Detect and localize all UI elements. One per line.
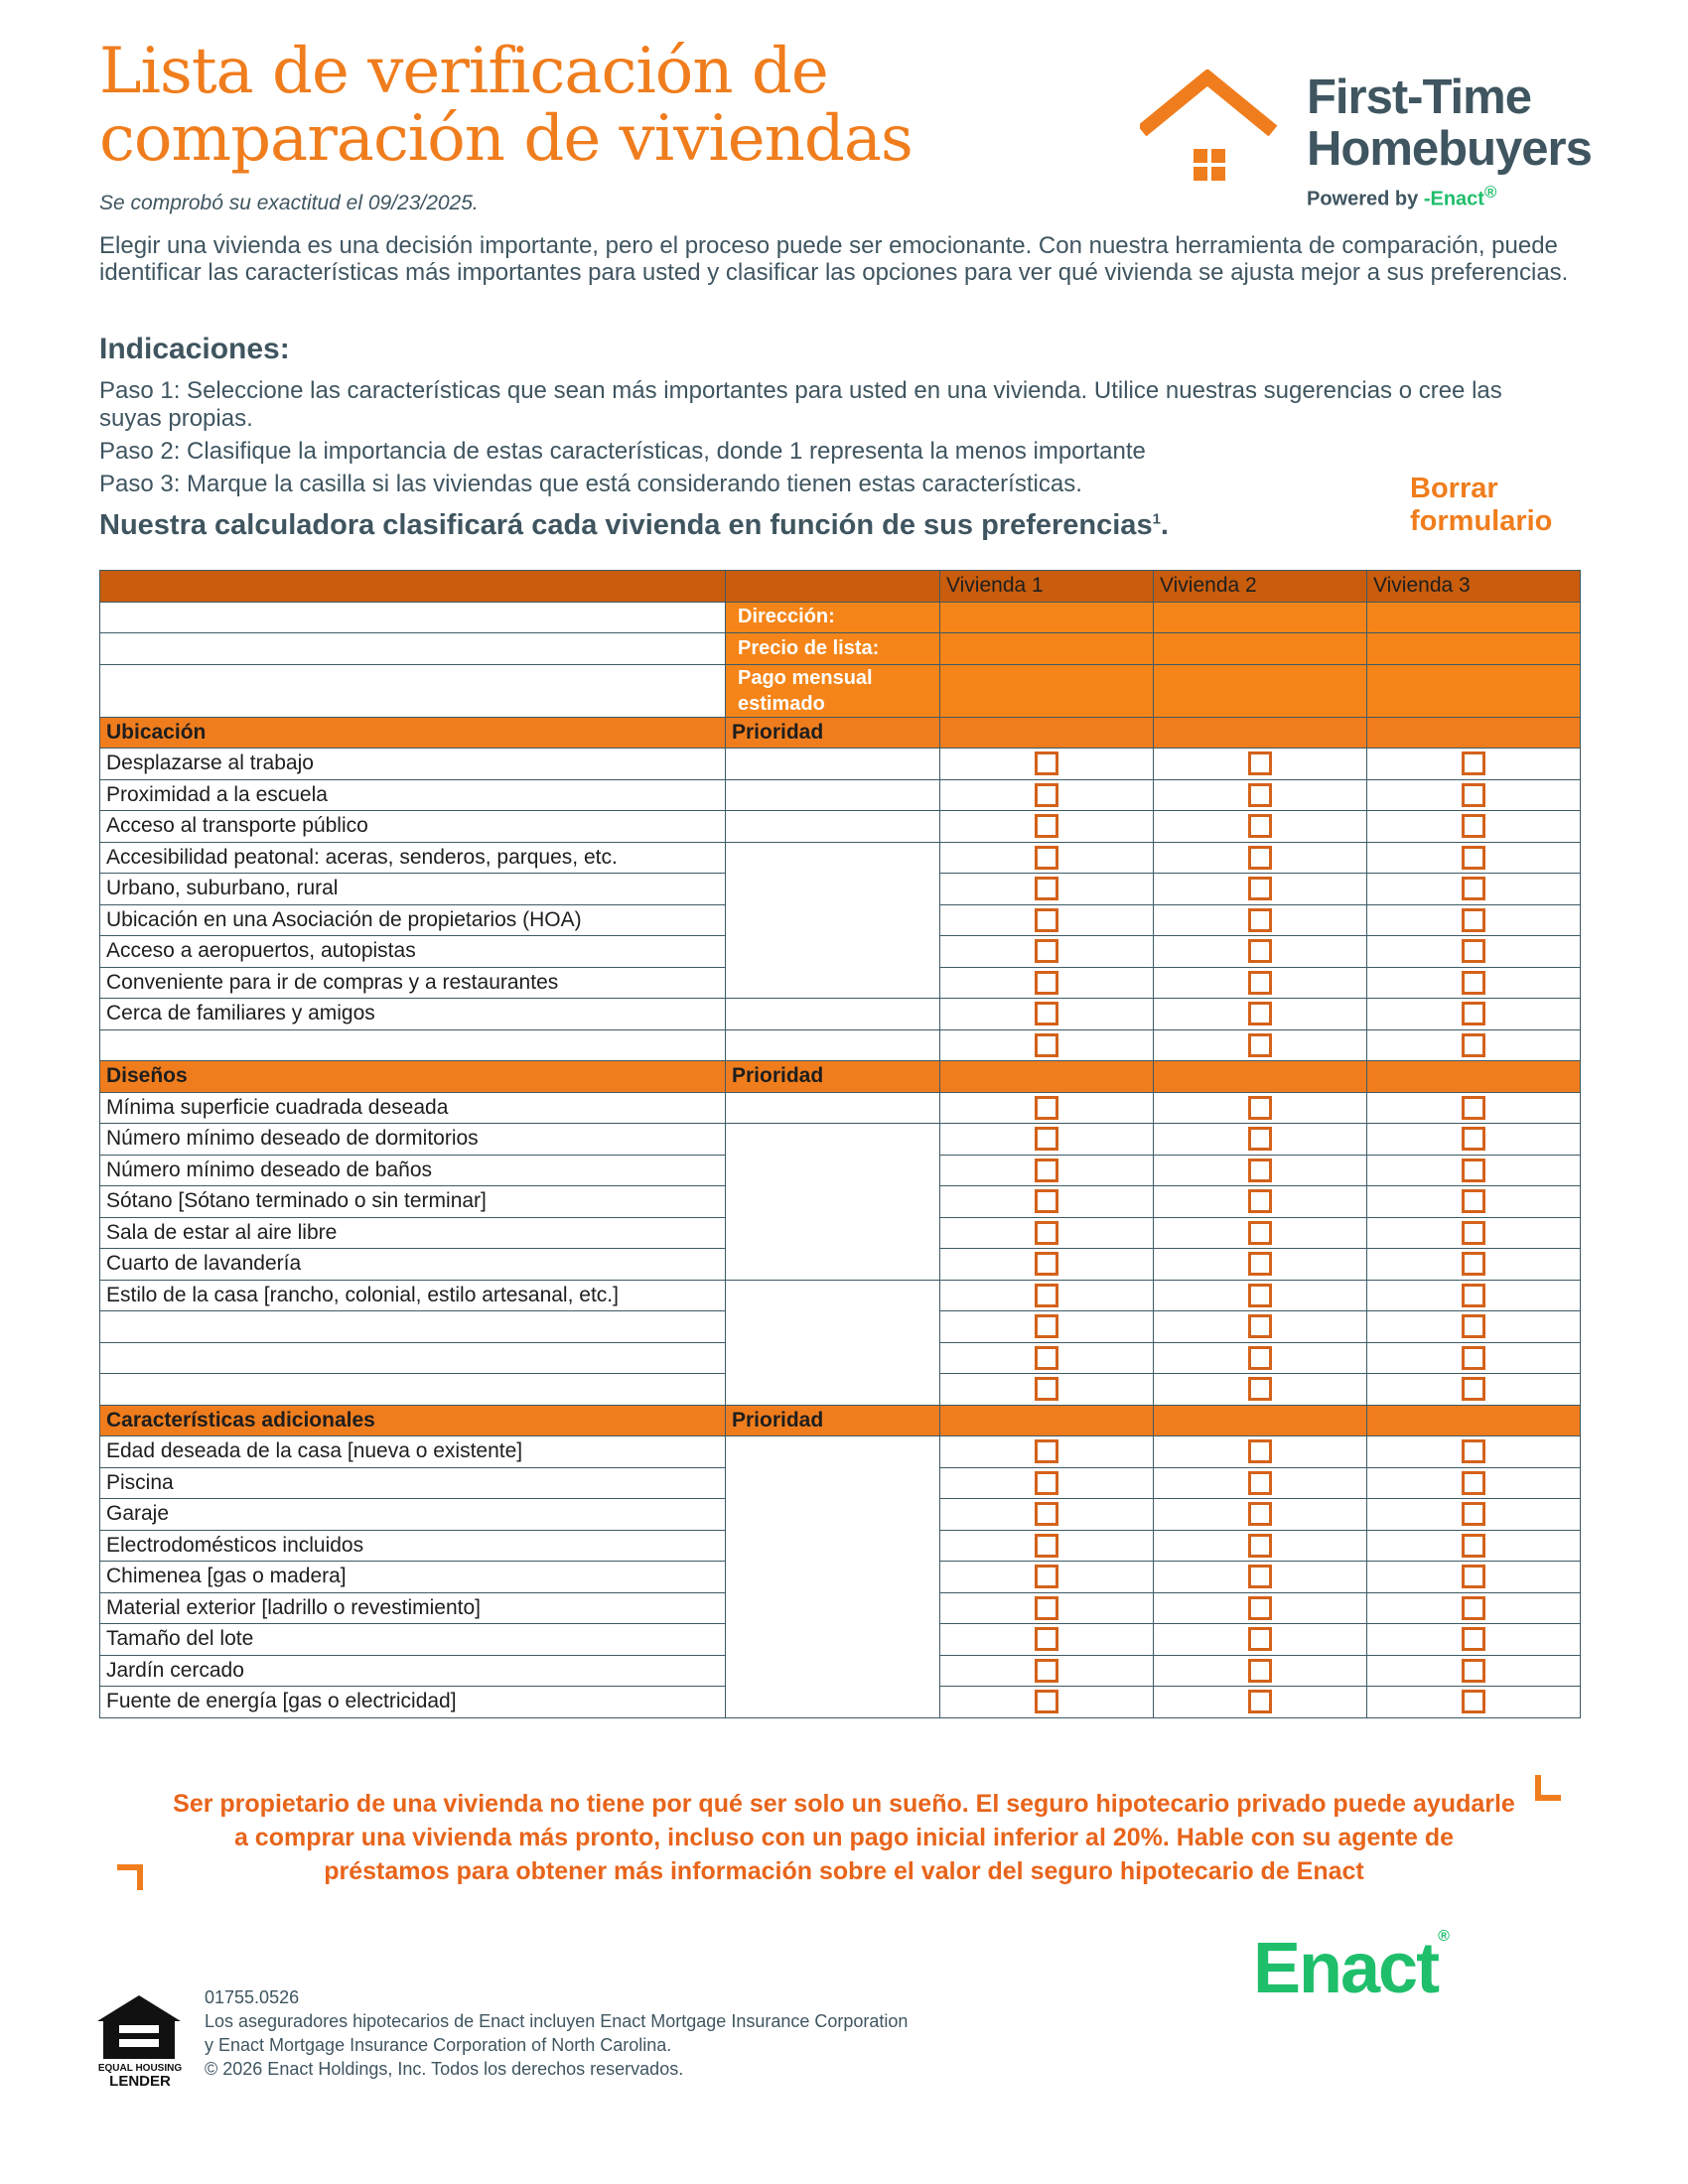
home-3-check-cell	[1367, 1124, 1581, 1156]
home-3-checkbox[interactable]	[1462, 877, 1485, 900]
home-1-checkbox[interactable]	[1035, 1314, 1058, 1338]
home-2-check-cell	[1154, 1562, 1367, 1593]
section-header-cell	[1367, 1061, 1581, 1093]
feature-row	[100, 1124, 1581, 1156]
home-3-checkbox[interactable]	[1462, 1221, 1485, 1245]
home-1-check-cell	[940, 967, 1154, 999]
home-3-checkbox[interactable]	[1462, 1627, 1485, 1651]
home-2-check-cell	[1154, 1530, 1367, 1562]
home-3-check-cell	[1367, 1655, 1581, 1687]
home-2-check-cell	[1154, 749, 1367, 780]
calculator-note: Nuestra calculadora clasificará cada vivienda en función de sus preferencias$^1$.	[99, 509, 1169, 541]
feature-row	[100, 779, 1581, 811]
home-2-check-cell	[1154, 1217, 1367, 1249]
section-header-row	[100, 1061, 1581, 1093]
home-1-check-cell	[940, 749, 1154, 780]
feature-label: Urbano, suburbano, rural	[100, 874, 726, 905]
home-2-check-cell	[1154, 1092, 1367, 1124]
home-2-check-cell	[1154, 1029, 1367, 1061]
home-1-check-cell	[940, 1029, 1154, 1061]
footer-legal: 01755.0526 Los aseguradores hipotecarios de Enact incluyen Enact Mortgage Insurance Corporation y Enact Mortgage Insurance Corporation of North Carolina. © 2026 Enact Holdings, Inc. Todos los derechos reservados.	[205, 1987, 909, 2079]
home-2-checkbox[interactable]	[1248, 751, 1272, 775]
home-2-checkbox[interactable]	[1248, 877, 1272, 900]
home-3-checkbox[interactable]	[1462, 971, 1485, 995]
header-blank	[100, 571, 726, 603]
feature-label: Proximidad a la escuela	[100, 779, 726, 811]
home-1-checkbox[interactable]	[1035, 1502, 1058, 1526]
home-2-checkbox[interactable]	[1248, 908, 1272, 932]
home-2-check-cell	[1154, 1687, 1367, 1718]
logo-brand: -Enact	[1423, 188, 1484, 210]
home-2-checkbox[interactable]	[1248, 1346, 1272, 1370]
home-1-check-cell	[940, 1467, 1154, 1499]
home-3-check-cell	[1367, 1592, 1581, 1624]
feature-label: Garaje	[100, 1499, 726, 1531]
home-3-check-cell	[1367, 1499, 1581, 1531]
home-1-checkbox[interactable]	[1035, 751, 1058, 775]
home-3-checkbox[interactable]	[1462, 1033, 1485, 1057]
section-header-cell	[1154, 1061, 1367, 1093]
home-3-check-cell	[1367, 1374, 1581, 1406]
home-3-check-cell	[1367, 1687, 1581, 1718]
home-2-check-cell	[1154, 1655, 1367, 1687]
feature-label: Piscina	[100, 1467, 726, 1499]
doc-code: 01755.0526	[205, 1987, 300, 2007]
home-2-check-cell	[1154, 967, 1367, 999]
corner-accent-top	[1535, 1775, 1561, 1801]
section-title: Características adicionales	[100, 1405, 726, 1436]
feature-label: Número mínimo deseado de dormitorios	[100, 1124, 726, 1156]
home-3-checkbox[interactable]	[1462, 814, 1485, 838]
table-header-row	[100, 571, 1581, 603]
home-2-check-cell	[1154, 1592, 1367, 1624]
title-line-2: comparación de viviendas	[99, 102, 913, 176]
home-3-checkbox[interactable]	[1462, 1377, 1485, 1401]
home-1-checkbox[interactable]	[1035, 1252, 1058, 1276]
home-2-info-input[interactable]	[1154, 664, 1367, 717]
home-1-checkbox[interactable]	[1035, 1033, 1058, 1057]
home-2-checkbox[interactable]	[1248, 1252, 1272, 1276]
home-1-checkbox[interactable]	[1035, 1159, 1058, 1182]
section-header-cell	[1154, 1405, 1367, 1436]
home-1-checkbox[interactable]	[1035, 1346, 1058, 1370]
home-3-check-cell	[1367, 1186, 1581, 1218]
home-2-checkbox[interactable]	[1248, 971, 1272, 995]
intro-paragraph: Elegir una vivienda es una decisión importante, pero el proceso puede ser emocionante. Con nuestra herramienta de comparación, puede identificar las características más importantes para usted y clasificar las opciones para ver qué vivienda se ajusta mejor a sus preferencias.	[99, 232, 1569, 286]
section-title: Diseños	[100, 1061, 726, 1093]
home-2-checkbox[interactable]	[1248, 1565, 1272, 1588]
home-2-checkbox[interactable]	[1248, 1534, 1272, 1558]
home-1-checkbox[interactable]	[1035, 1127, 1058, 1151]
home-1-check-cell	[940, 1311, 1154, 1343]
home-2-check-cell	[1154, 1280, 1367, 1311]
feature-row	[100, 1092, 1581, 1124]
home-2-check-cell	[1154, 1311, 1367, 1343]
home-3-check-cell	[1367, 1155, 1581, 1186]
home-2-info-input[interactable]	[1154, 602, 1367, 633]
home-3-check-cell	[1367, 1029, 1581, 1061]
home-1-check-cell	[940, 874, 1154, 905]
home-2-checkbox[interactable]	[1248, 1314, 1272, 1338]
priority-input[interactable]	[726, 999, 940, 1030]
home-1-checkbox[interactable]	[1035, 877, 1058, 900]
feature-label: Acceso a aeropuertos, autopistas	[100, 936, 726, 968]
priority-header: Prioridad	[726, 1405, 940, 1436]
home-2-check-cell	[1154, 842, 1367, 874]
home-3-checkbox[interactable]	[1462, 939, 1485, 963]
info-label: Pago mensual estimado	[726, 664, 940, 717]
feature-label	[100, 1342, 726, 1374]
comparison-table	[99, 570, 1581, 1718]
home-1-checkbox[interactable]	[1035, 1596, 1058, 1620]
priority-input[interactable]	[726, 1436, 940, 1718]
priority-input[interactable]	[726, 1029, 940, 1061]
priority-input[interactable]	[726, 749, 940, 780]
section-header-cell	[1367, 717, 1581, 749]
home-2-checkbox[interactable]	[1248, 1596, 1272, 1620]
home-2-check-cell	[1154, 1499, 1367, 1531]
custom-feature-input[interactable]	[100, 664, 726, 717]
home-2-check-cell	[1154, 779, 1367, 811]
priority-input[interactable]	[726, 811, 940, 843]
home-1-info-input[interactable]	[940, 602, 1154, 633]
calculator-text: Nuestra calculadora clasificará cada vivienda en función de sus preferencias	[99, 509, 1153, 541]
home-3-check-cell	[1367, 999, 1581, 1030]
home-3-checkbox[interactable]	[1462, 783, 1485, 807]
home-3-checkbox[interactable]	[1462, 1346, 1485, 1370]
home-2-checkbox[interactable]	[1248, 1471, 1272, 1495]
custom-feature-input[interactable]	[100, 602, 726, 633]
priority-input[interactable]	[726, 1092, 940, 1124]
home-3-check-cell	[1367, 1311, 1581, 1343]
home-header-3: Vivienda 3	[1367, 571, 1581, 603]
footnote-marker: 1	[1152, 510, 1161, 528]
home-1-info-input[interactable]	[940, 633, 1154, 665]
home-1-check-cell	[940, 1249, 1154, 1281]
home-3-check-cell	[1367, 904, 1581, 936]
header-blank	[726, 571, 940, 603]
home-1-check-cell	[940, 842, 1154, 874]
home-3-info-input[interactable]	[1367, 664, 1581, 717]
home-2-check-cell	[1154, 1374, 1367, 1406]
feature-label: Número mínimo deseado de baños	[100, 1155, 726, 1186]
feature-label: Chimenea [gas o madera]	[100, 1562, 726, 1593]
home-1-check-cell	[940, 1155, 1154, 1186]
home-1-checkbox[interactable]	[1035, 783, 1058, 807]
feature-label: Tamaño del lote	[100, 1624, 726, 1656]
info-row	[100, 602, 1581, 633]
home-2-check-cell	[1154, 999, 1367, 1030]
feature-label: Ubicación en una Asociación de propietarios (HOA)	[100, 904, 726, 936]
home-1-check-cell	[940, 904, 1154, 936]
home-3-checkbox[interactable]	[1462, 1002, 1485, 1025]
home-1-check-cell	[940, 1436, 1154, 1468]
home-3-check-cell	[1367, 1530, 1581, 1562]
home-2-checkbox[interactable]	[1248, 846, 1272, 870]
home-3-check-cell	[1367, 749, 1581, 780]
feature-row	[100, 999, 1581, 1030]
home-3-checkbox[interactable]	[1462, 1314, 1485, 1338]
home-3-checkbox[interactable]	[1462, 1502, 1485, 1526]
home-2-checkbox[interactable]	[1248, 1221, 1272, 1245]
section-header-cell	[940, 717, 1154, 749]
section-header-row	[100, 717, 1581, 749]
home-2-checkbox[interactable]	[1248, 1159, 1272, 1182]
home-1-checkbox[interactable]	[1035, 1284, 1058, 1307]
corner-accent-bottom	[117, 1864, 143, 1890]
clear-form-button[interactable]: Borrar formulario	[1410, 473, 1553, 537]
home-2-checkbox[interactable]	[1248, 1189, 1272, 1213]
instructions-title: Indicaciones:	[99, 333, 290, 365]
home-3-check-cell	[1367, 1436, 1581, 1468]
verified-date: Se comprobó su exactitud el 09/23/2025.	[99, 192, 479, 214]
promo-text: Ser propietario de una vivienda no tiene por qué ser solo un sueño. El seguro hipotecario privado puede ayudarle a comprar una vivienda más pronto, incluso con un pago inicial inferior al 20%. Hable con su agente de préstamos para obtener más información sobre el valor del seguro hipotecario de Enact	[173, 1790, 1515, 1885]
home-2-checkbox[interactable]	[1248, 1002, 1272, 1025]
home-2-checkbox[interactable]	[1248, 814, 1272, 838]
feature-label: Jardín cercado	[100, 1655, 726, 1687]
home-1-checkbox[interactable]	[1035, 1439, 1058, 1463]
home-1-check-cell	[940, 1687, 1154, 1718]
title-line-1: Lista de verificación de	[99, 35, 828, 108]
home-1-checkbox[interactable]	[1035, 1096, 1058, 1120]
home-2-checkbox[interactable]	[1248, 1690, 1272, 1713]
info-row	[100, 664, 1581, 717]
home-1-checkbox[interactable]	[1035, 1221, 1058, 1245]
feature-label: Cerca de familiares y amigos	[100, 999, 726, 1030]
home-1-check-cell	[940, 1217, 1154, 1249]
priority-header: Prioridad	[726, 1061, 940, 1093]
home-2-checkbox[interactable]	[1248, 1502, 1272, 1526]
home-3-checkbox[interactable]	[1462, 1252, 1485, 1276]
section-title: Ubicación	[100, 717, 726, 749]
feature-label	[100, 1311, 726, 1343]
home-2-check-cell	[1154, 1624, 1367, 1656]
home-3-checkbox[interactable]	[1462, 1127, 1485, 1151]
feature-row	[100, 842, 1581, 874]
home-1-checkbox[interactable]	[1035, 1690, 1058, 1713]
home-3-info-input[interactable]	[1367, 633, 1581, 665]
home-1-check-cell	[940, 1374, 1154, 1406]
home-3-check-cell	[1367, 811, 1581, 843]
home-2-check-cell	[1154, 1155, 1367, 1186]
feature-row	[100, 1436, 1581, 1468]
home-3-checkbox[interactable]	[1462, 1159, 1485, 1182]
priority-input[interactable]	[726, 1280, 940, 1405]
feature-label	[100, 1029, 726, 1061]
home-2-check-cell	[1154, 904, 1367, 936]
home-1-checkbox[interactable]	[1035, 1471, 1058, 1495]
home-1-check-cell	[940, 1342, 1154, 1374]
home-3-checkbox[interactable]	[1462, 846, 1485, 870]
priority-header: Prioridad	[726, 717, 940, 749]
instructions-steps	[99, 377, 1569, 503]
info-row	[100, 633, 1581, 665]
home-3-check-cell	[1367, 874, 1581, 905]
home-2-checkbox[interactable]	[1248, 1033, 1272, 1057]
feature-label: Cuarto de lavandería	[100, 1249, 726, 1281]
info-label: Dirección:	[726, 602, 940, 633]
home-3-check-cell	[1367, 1217, 1581, 1249]
feature-label: Estilo de la casa [rancho, colonial, estilo artesanal, etc.]	[100, 1280, 726, 1311]
step-1: Paso 1: Seleccione las características que sean más importantes para usted en una vivienda. Utilice nuestras sugerencias o cree las suyas propias.	[99, 377, 1502, 432]
home-2-checkbox[interactable]	[1248, 1377, 1272, 1401]
step-3: Paso 3: Marque la casilla si las viviendas que está considerando tienen estas características.	[99, 471, 1082, 497]
home-3-check-cell	[1367, 1249, 1581, 1281]
home-2-checkbox[interactable]	[1248, 1096, 1272, 1120]
home-1-checkbox[interactable]	[1035, 908, 1058, 932]
step-2: Paso 2: Clasifique la importancia de estas características, donde 1 representa la menos importante	[99, 438, 1146, 465]
enact-logo: Enact®	[1253, 1928, 1448, 2008]
home-2-checkbox[interactable]	[1248, 1659, 1272, 1683]
feature-label: Edad deseada de la casa [nueva o existente]	[100, 1436, 726, 1468]
home-3-check-cell	[1367, 1467, 1581, 1499]
home-3-check-cell	[1367, 967, 1581, 999]
section-header-cell	[1367, 1405, 1581, 1436]
home-2-checkbox[interactable]	[1248, 939, 1272, 963]
home-3-checkbox[interactable]	[1462, 1284, 1485, 1307]
home-3-info-input[interactable]	[1367, 602, 1581, 633]
home-1-check-cell	[940, 1592, 1154, 1624]
feature-label: Accesibilidad peatonal: aceras, senderos, parques, etc.	[100, 842, 726, 874]
home-3-check-cell	[1367, 1342, 1581, 1374]
section-header-row	[100, 1405, 1581, 1436]
home-1-check-cell	[940, 1624, 1154, 1656]
section-header-cell	[940, 1061, 1154, 1093]
home-2-check-cell	[1154, 1249, 1367, 1281]
home-1-checkbox[interactable]	[1035, 1189, 1058, 1213]
home-1-checkbox[interactable]	[1035, 1659, 1058, 1683]
home-1-checkbox[interactable]	[1035, 1565, 1058, 1588]
home-2-checkbox[interactable]	[1248, 1284, 1272, 1307]
custom-feature-input[interactable]	[100, 633, 726, 665]
home-3-checkbox[interactable]	[1462, 1471, 1485, 1495]
feature-label: Conveniente para ir de compras y a restaurantes	[100, 967, 726, 999]
home-1-checkbox[interactable]	[1035, 971, 1058, 995]
home-2-check-cell	[1154, 1436, 1367, 1468]
home-3-checkbox[interactable]	[1462, 1565, 1485, 1588]
home-3-checkbox[interactable]	[1462, 1096, 1485, 1120]
home-2-check-cell	[1154, 1342, 1367, 1374]
home-header-1: Vivienda 1	[940, 571, 1154, 603]
feature-row	[100, 1280, 1581, 1311]
home-1-checkbox[interactable]	[1035, 1627, 1058, 1651]
home-3-check-cell	[1367, 1092, 1581, 1124]
home-1-checkbox[interactable]	[1035, 1534, 1058, 1558]
home-1-check-cell	[940, 1186, 1154, 1218]
home-3-checkbox[interactable]	[1462, 1659, 1485, 1683]
feature-label: Material exterior [ladrillo o revestimiento]	[100, 1592, 726, 1624]
logo-powered-by: Powered by -Enact®	[1307, 183, 1497, 210]
home-2-check-cell	[1154, 874, 1367, 905]
home-header-2: Vivienda 2	[1154, 571, 1367, 603]
feature-label: Sótano [Sótano terminado o sin terminar]	[100, 1186, 726, 1218]
home-3-check-cell	[1367, 779, 1581, 811]
home-1-checkbox[interactable]	[1035, 939, 1058, 963]
priority-input[interactable]	[726, 842, 940, 999]
home-2-check-cell	[1154, 1124, 1367, 1156]
home-1-check-cell	[940, 779, 1154, 811]
home-3-check-cell	[1367, 842, 1581, 874]
home-1-check-cell	[940, 1499, 1154, 1531]
feature-label: Desplazarse al trabajo	[100, 749, 726, 780]
feature-label: Electrodomésticos incluidos	[100, 1530, 726, 1562]
home-3-check-cell	[1367, 1624, 1581, 1656]
feature-row	[100, 811, 1581, 843]
home-1-check-cell	[940, 936, 1154, 968]
feature-label: Fuente de energía [gas o electricidad]	[100, 1687, 726, 1718]
priority-input[interactable]	[726, 1124, 940, 1281]
feature-label	[100, 1374, 726, 1406]
home-2-check-cell	[1154, 811, 1367, 843]
home-1-checkbox[interactable]	[1035, 1002, 1058, 1025]
home-3-check-cell	[1367, 1562, 1581, 1593]
home-1-check-cell	[940, 1124, 1154, 1156]
equal-housing-label: EQUAL HOUSING LENDER	[97, 2063, 183, 2090]
home-1-check-cell	[940, 999, 1154, 1030]
logo-line-1: First-Time	[1307, 70, 1531, 124]
info-label: Precio de lista:	[726, 633, 940, 665]
home-1-info-input[interactable]	[940, 664, 1154, 717]
home-3-checkbox[interactable]	[1462, 1439, 1485, 1463]
home-1-checkbox[interactable]	[1035, 1377, 1058, 1401]
home-2-check-cell	[1154, 1186, 1367, 1218]
home-3-check-cell	[1367, 936, 1581, 968]
home-2-check-cell	[1154, 936, 1367, 968]
home-1-check-cell	[940, 1562, 1154, 1593]
feature-label: Sala de estar al aire libre	[100, 1217, 726, 1249]
home-1-check-cell	[940, 1280, 1154, 1311]
home-2-checkbox[interactable]	[1248, 1439, 1272, 1463]
home-3-checkbox[interactable]	[1462, 1534, 1485, 1558]
home-1-checkbox[interactable]	[1035, 846, 1058, 870]
home-2-checkbox[interactable]	[1248, 1627, 1272, 1651]
home-1-check-cell	[940, 811, 1154, 843]
home-2-check-cell	[1154, 1467, 1367, 1499]
section-header-cell	[940, 1405, 1154, 1436]
page-title	[99, 35, 1092, 176]
home-3-checkbox[interactable]	[1462, 908, 1485, 932]
logo-line-2: Homebuyers	[1307, 122, 1592, 176]
home-1-check-cell	[940, 1530, 1154, 1562]
home-1-checkbox[interactable]	[1035, 814, 1058, 838]
feature-row	[100, 749, 1581, 780]
home-2-checkbox[interactable]	[1248, 783, 1272, 807]
feature-label: Acceso al transporte público	[100, 811, 726, 843]
home-3-checkbox[interactable]	[1462, 1690, 1485, 1713]
home-1-check-cell	[940, 1092, 1154, 1124]
home-3-checkbox[interactable]	[1462, 1596, 1485, 1620]
home-1-check-cell	[940, 1655, 1154, 1687]
home-2-info-input[interactable]	[1154, 633, 1367, 665]
section-header-cell	[1154, 717, 1367, 749]
home-3-checkbox[interactable]	[1462, 751, 1485, 775]
home-2-checkbox[interactable]	[1248, 1127, 1272, 1151]
priority-input[interactable]	[726, 779, 940, 811]
home-3-checkbox[interactable]	[1462, 1189, 1485, 1213]
feature-label: Mínima superficie cuadrada deseada	[100, 1092, 726, 1124]
feature-row	[100, 1029, 1581, 1061]
home-3-check-cell	[1367, 1280, 1581, 1311]
